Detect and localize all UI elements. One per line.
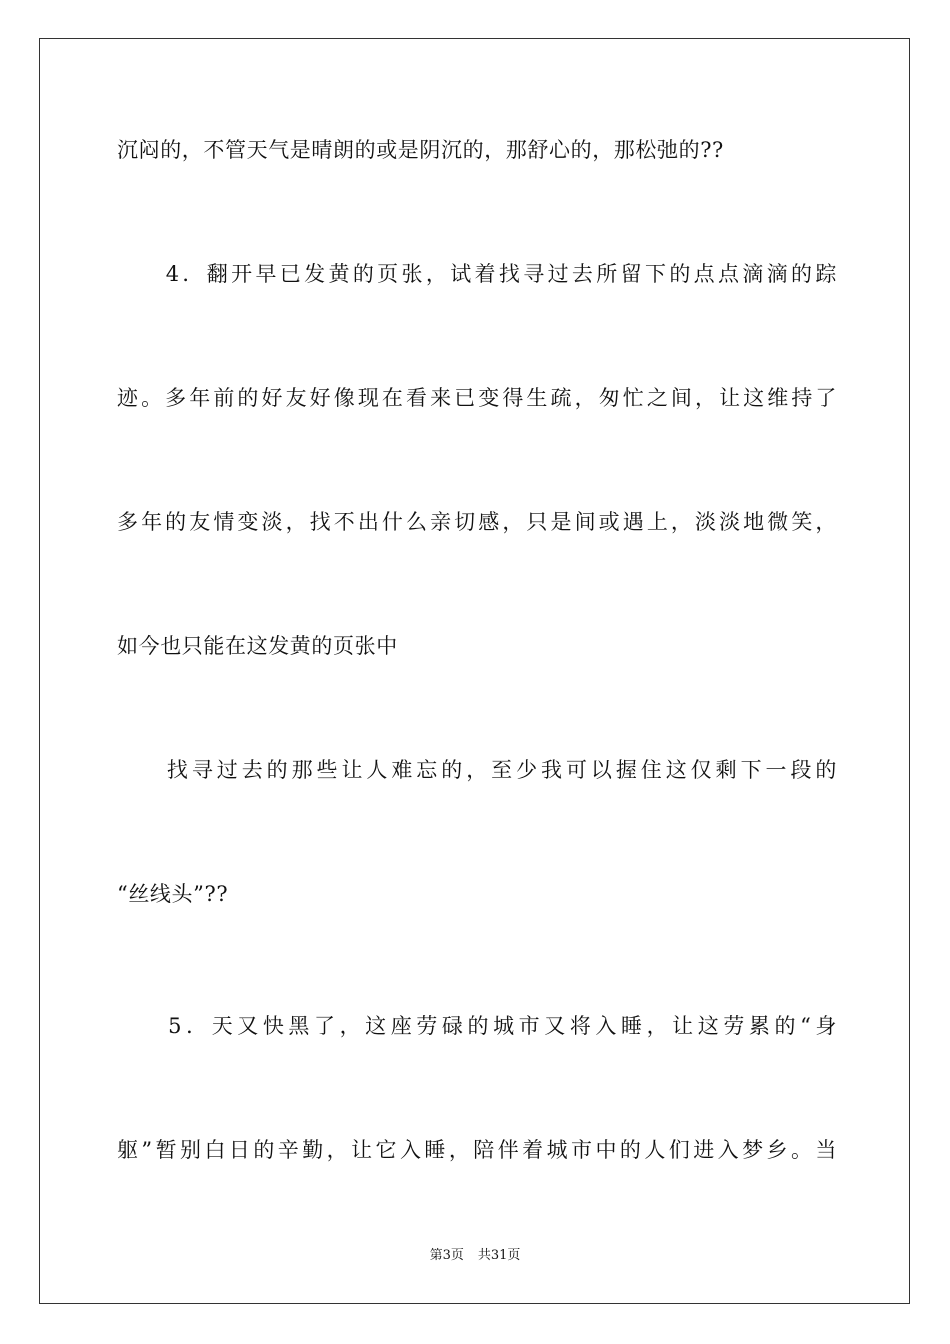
text-line-2: 4．翻开早已发黄的页张，试着找寻过去所留下的点点滴滴的踪 [117, 262, 837, 286]
text-line-8: 5．天又快黑了，这座劳碌的城市又将入睡，让这劳累的“身 [117, 1014, 837, 1038]
text-line-1: 沉闷的，不管天气是晴朗的或是阴沉的，那舒心的，那松弛的?? [117, 138, 724, 162]
page-footer [0, 1247, 950, 1265]
text-line-3: 迹。多年前的好友好像现在看来已变得生疏，匆忙之间，让这维持了 [117, 386, 837, 410]
page-number: 第3页 [429, 1248, 464, 1263]
text-line-5: 如今也只能在这发黄的页张中 [117, 634, 398, 658]
text-line-7: “丝线头”?? [117, 882, 229, 906]
page-border [39, 38, 910, 1304]
text-line-6: 找寻过去的那些让人难忘的，至少我可以握住这仅剩下一段的 [117, 758, 837, 782]
text-line-4: 多年的友情变淡，找不出什么亲切感，只是间或遇上，淡淡地微笑， [117, 510, 837, 534]
text-line-9: 躯”暂别白日的辛勤，让它入睡，陪伴着城市中的人们进入梦乡。当 [117, 1138, 837, 1162]
total-pages: 共31页 [477, 1248, 521, 1263]
